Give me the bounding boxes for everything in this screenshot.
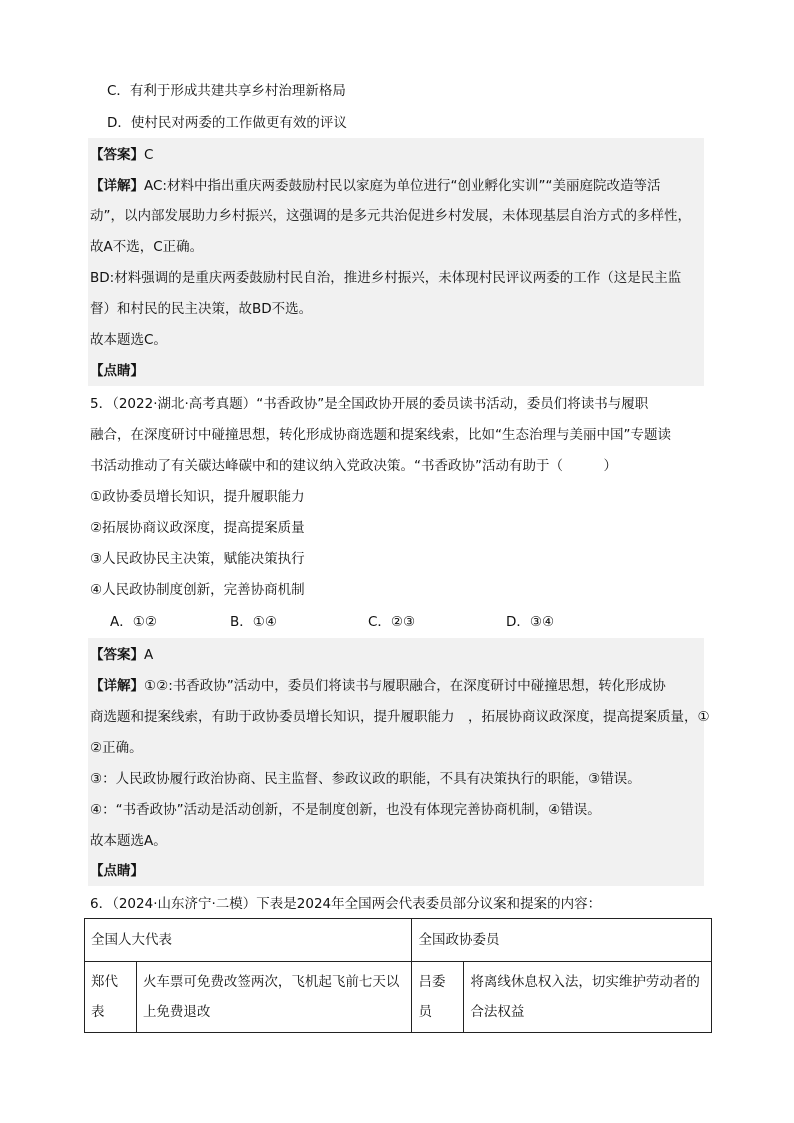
q5-item: ③人民政协民主决策，赋能决策执行 <box>90 551 305 567</box>
q5-dianjing: 【点睛】 <box>90 863 144 879</box>
q5-detail-line <box>90 676 666 696</box>
q4-option-c: C．有利于形成共建共享乡村治理新格局 <box>107 83 346 99</box>
q4-dianjing: 【点睛】 <box>90 363 144 379</box>
q5-conclusion: 故本题选A。 <box>90 833 167 849</box>
q5-option-c: C．②③ <box>368 614 416 630</box>
q4-answer <box>90 145 153 165</box>
rep-content: 火车票可免费改签两次，飞机起飞前七天以上免费退改 <box>136 962 412 1033</box>
q4-detail-line: 督）和村民的民主决策，故BD不选。 <box>90 301 313 317</box>
member-content: 将离线休息权入法，切实维护劳动者的合法权益 <box>464 962 712 1033</box>
rep-name: 郑代表 <box>85 962 137 1033</box>
q4-detail-line <box>90 176 660 196</box>
q5-detail-line: ②正确。 <box>90 740 143 756</box>
answer-label: 【答案】 <box>90 147 144 163</box>
q6-intro: 6．（2024·山东济宁·二模）下表是2024年全国两会代表委员部分议案和提案的内容： <box>90 896 602 912</box>
proposal-table <box>84 918 712 1033</box>
table-row <box>85 962 712 1033</box>
q5-item: ④人民政协制度创新，完善协商机制 <box>90 582 305 598</box>
answer-label: 【答案】 <box>90 647 144 663</box>
q5-stem-line: 书活动推动了有关碳达峰碳中和的建议纳入党政决策。“书香政协”活动有助于（ ） <box>90 458 617 474</box>
q5-option-d: D．③④ <box>506 614 555 630</box>
q5-detail-line: ④：“书香政协”活动是活动创新，不是制度创新，也没有体现完善协商机制，④错误。 <box>90 802 601 818</box>
q5-item: ②拓展协商议政深度，提高提案质量 <box>90 520 305 536</box>
q5-item: ①政协委员增长知识，提升履职能力 <box>90 489 305 505</box>
detail-label: 【详解】 <box>90 678 144 694</box>
q5-option-a: A．①② <box>110 614 157 630</box>
header-cppcc-members: 全国政协委员 <box>412 919 712 962</box>
q5-option-b: B．①④ <box>230 614 277 630</box>
q5-detail-line: 商选题和提案线索，有助于政协委员增长知识，提升履职能力 ，拓展协商议政深度，提高提案质量，① <box>90 709 710 725</box>
member-name: 吕委员 <box>412 962 464 1033</box>
q4-detail-line: 故A不选，C正确。 <box>90 239 204 255</box>
q4-conclusion: 故本题选C。 <box>90 332 167 348</box>
q5-stem-line: 5．（2022·湖北·高考真题）“书香政协”是全国政协开展的委员读书活动，委员们将读书与履职 <box>90 396 649 412</box>
q4-detail-line: BD:材料强调的是重庆两委鼓励村民自治，推进乡村振兴，未体现村民评议两委的工作（这是民主监 <box>90 270 682 286</box>
table-header-row <box>85 919 712 962</box>
detail-text: AC:材料中指出重庆两委鼓励村民以家庭为单位进行“创业孵化实训”“美丽庭院改造等活 <box>144 178 661 194</box>
detail-text: ①②:书香政协”活动中，委员们将读书与履职融合，在深度研讨中碰撞思想，转化形成协 <box>144 678 666 694</box>
answer-value: C <box>144 147 154 163</box>
q5-stem-line: 融合，在深度研讨中碰撞思想，转化形成协商选题和提案线索，比如“生态治理与美丽中国”专题读 <box>90 427 671 443</box>
detail-label: 【详解】 <box>90 178 144 194</box>
q4-option-d: D．使村民对两委的工作做更有效的评议 <box>107 115 347 131</box>
q4-detail-line: 动”，以内部发展助力乡村振兴，这强调的是多元共治促进乡村发展，未体现基层自治方式的多样性， <box>90 208 691 224</box>
header-npc-deputies: 全国人大代表 <box>85 919 412 962</box>
q5-detail-line: ③：人民政协履行政治协商、民主监督、参政议政的职能，不具有决策执行的职能，③错误。 <box>90 771 641 787</box>
q5-answer <box>90 645 153 665</box>
answer-value: A <box>144 647 154 663</box>
